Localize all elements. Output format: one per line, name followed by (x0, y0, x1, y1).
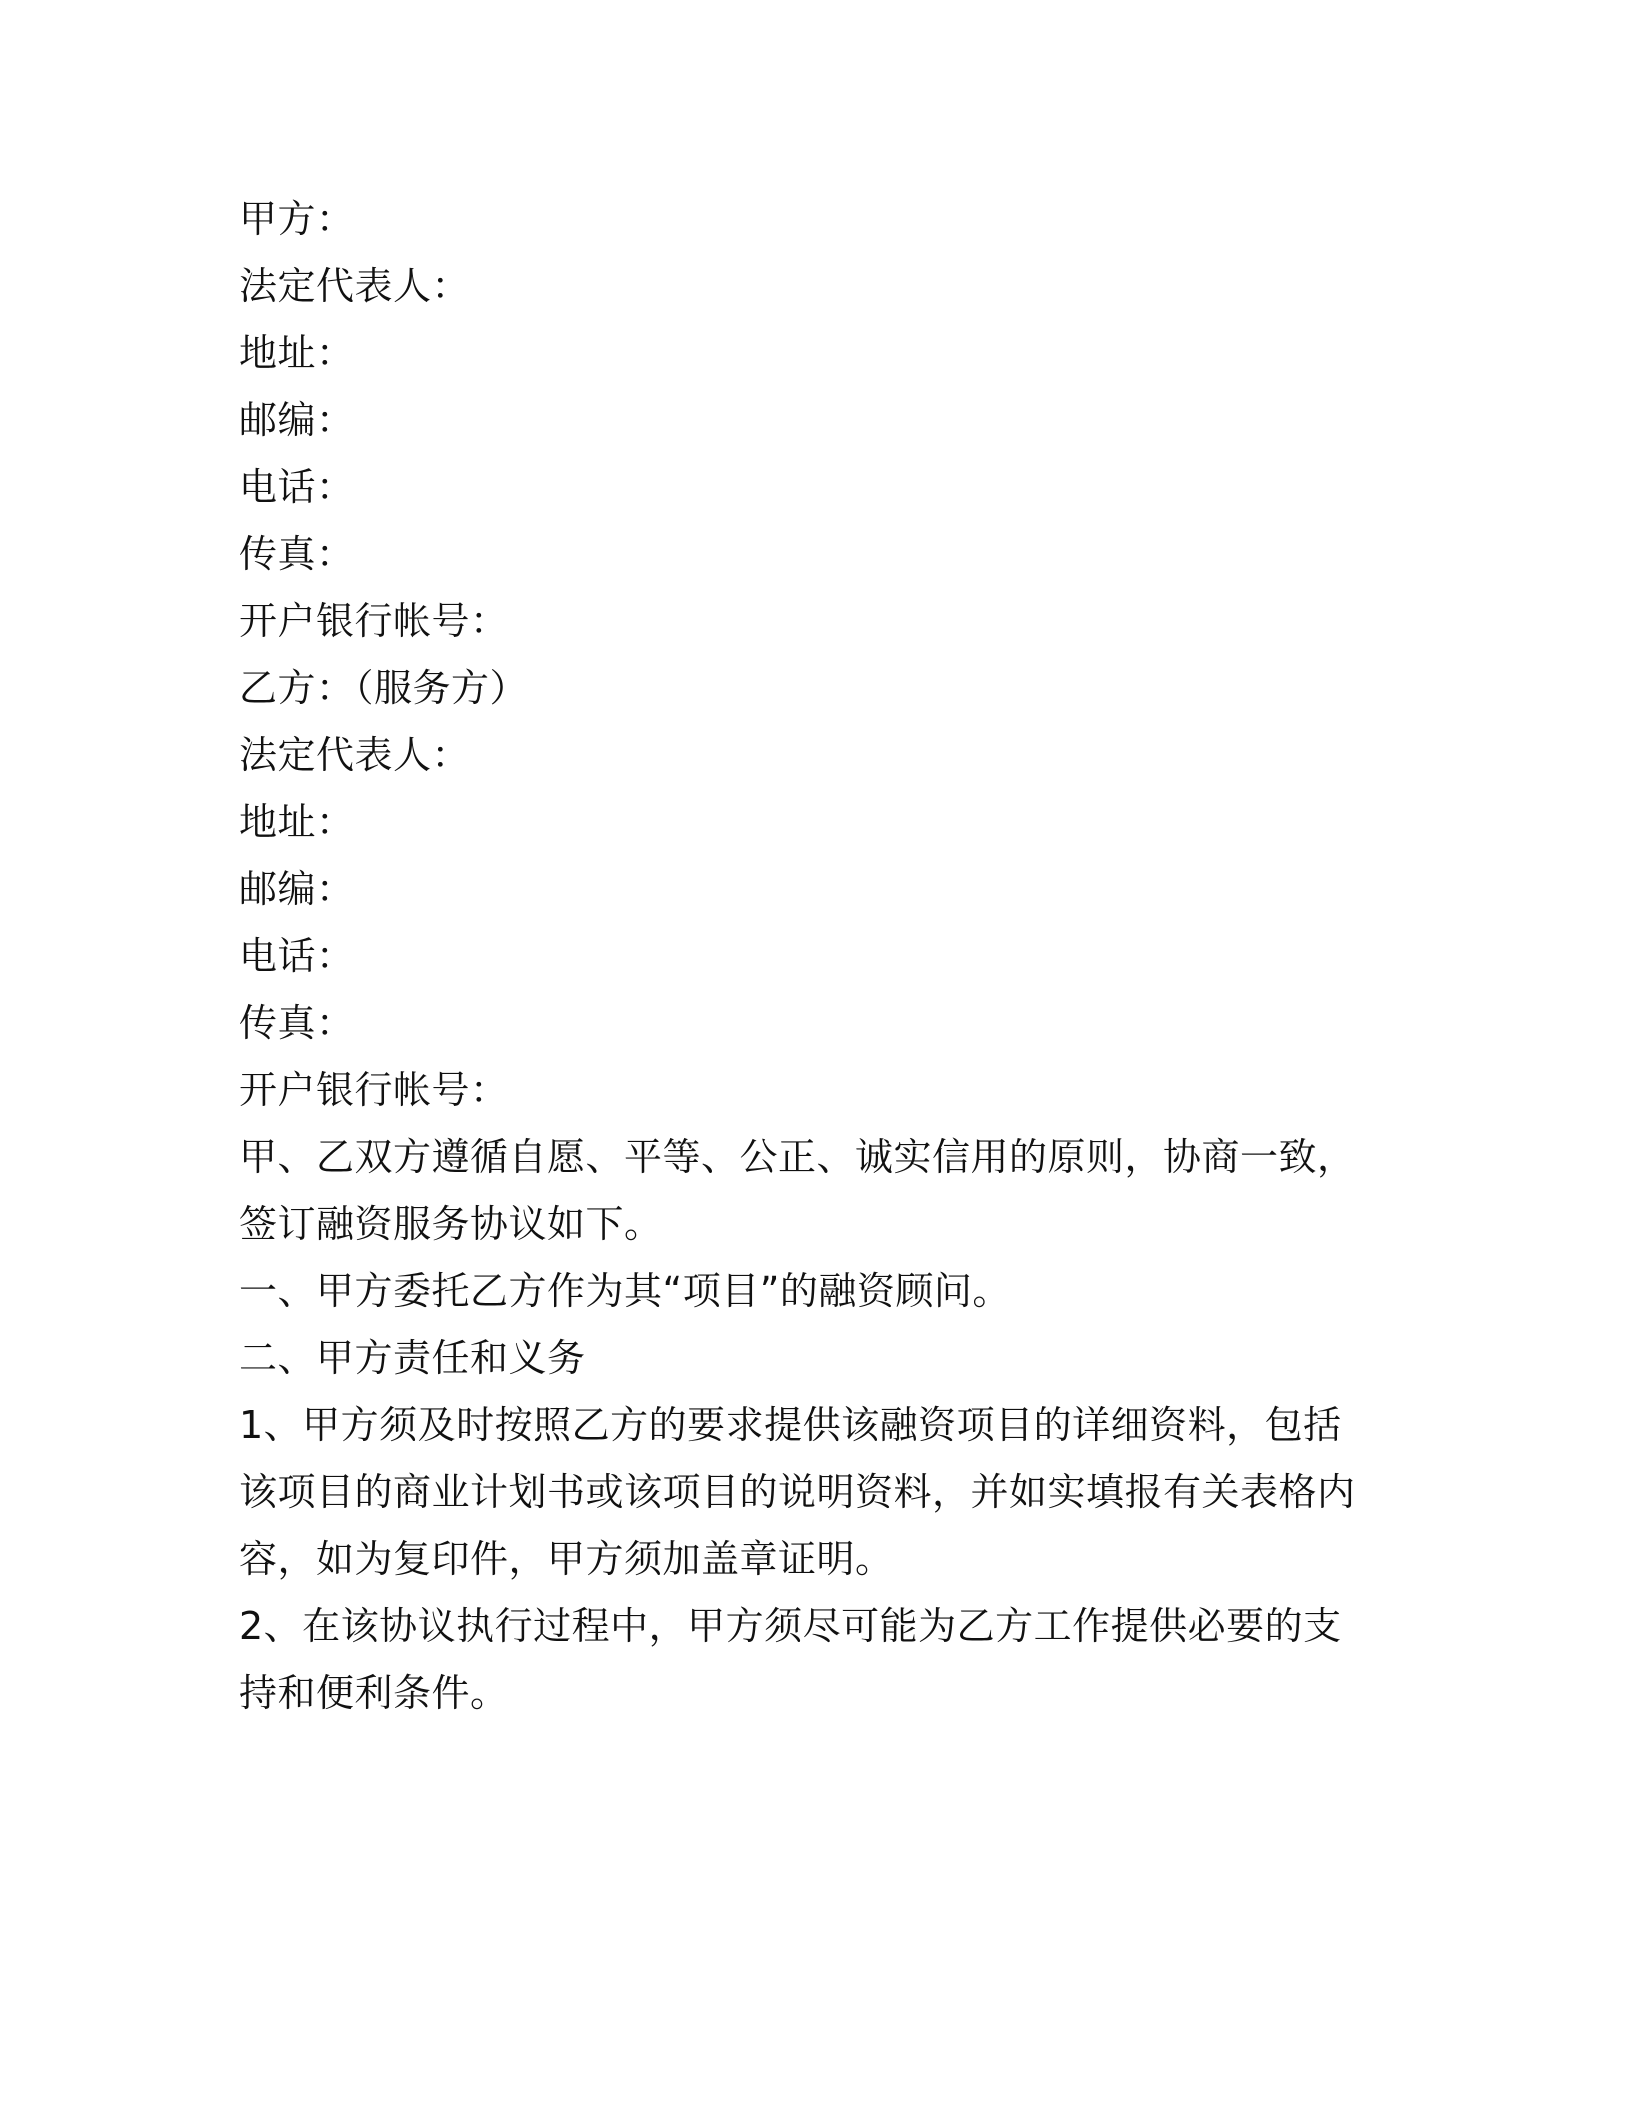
party-b-phone: 电话： (239, 934, 355, 978)
party-b-bank-account: 开户银行帐号： (239, 1068, 509, 1112)
party-a-postcode: 邮编： (239, 398, 355, 442)
preamble-paragraph: 甲、乙双方遵循自愿、平等、公正、诚实信用的原则，协商一致，签订融资服务协议如下。 (239, 1135, 1356, 1246)
party-b-fax: 传真： (239, 1001, 355, 1045)
clause-2-heading: 二、甲方责任和义务 (239, 1336, 586, 1380)
contract-body (239, 186, 1379, 1727)
party-b-legal-rep: 法定代表人： (239, 733, 471, 777)
clause-2-item-1: 1、甲方须及时按照乙方的要求提供该融资项目的详细资料，包括该项目的商业计划书或该项目的说明资料，并如实填报有关表格内容，如为复印件，甲方须加盖章证明。 (239, 1403, 1356, 1581)
party-a-address: 地址： (239, 331, 355, 375)
party-a-fax: 传真： (239, 532, 355, 576)
party-a-bank-account: 开户银行帐号： (239, 599, 509, 643)
clause-2-item-2: 2、在该协议执行过程中，甲方须尽可能为乙方工作提供必要的支持和便利条件。 (239, 1604, 1342, 1715)
party-b-postcode: 邮编： (239, 867, 355, 911)
party-a-label: 甲方： (239, 197, 355, 241)
clause-1: 一、甲方委托乙方作为其“项目”的融资顾问。 (239, 1269, 1011, 1313)
party-b-address: 地址： (239, 800, 355, 844)
party-a-legal-rep: 法定代表人： (239, 264, 471, 308)
party-a-phone: 电话： (239, 465, 355, 509)
party-b-label: 乙方：（服务方） (239, 666, 529, 710)
